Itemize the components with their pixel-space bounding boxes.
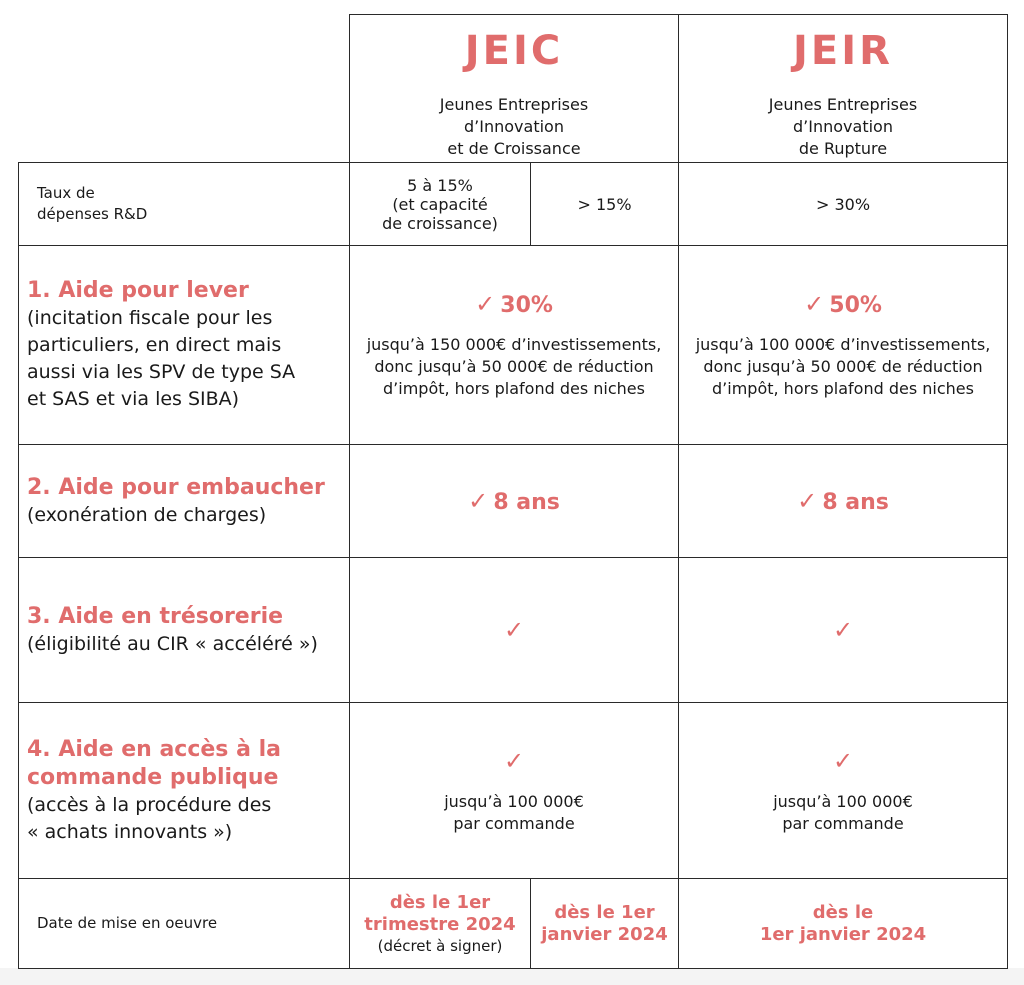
aid1-title: 1. Aide pour lever [27, 278, 249, 303]
rd-rate-jeir-cell [678, 162, 1008, 246]
aid1-label-cell [18, 245, 350, 445]
aid1-jeic-value: 30% [500, 293, 553, 318]
aid4-desc: (accès à la procédure des « achats innovants ») [27, 793, 272, 843]
check-icon: ✓ [503, 746, 525, 775]
aid4-title: 4. Aide en accès à la commande publique [27, 736, 281, 790]
check-icon: ✓ [797, 487, 818, 515]
date-jeic-b: dès le 1er janvier 2024 [541, 901, 668, 945]
aid3-jeir-cell [678, 557, 1008, 703]
aid1-jeir-value: 50% [829, 293, 882, 318]
aid4-jeic-cell [349, 702, 679, 879]
rd-rate-jeic-low: 5 à 15% (et capacité de croissance) [382, 175, 498, 233]
aid1-desc: (incitation fiscale pour les particuliers, en direct mais aussi via les SPV de type SA et SAS et via les SIBA) [27, 307, 296, 410]
date-jeir-cell [678, 878, 1008, 969]
date-jeic-a-note: (décret à signer) [377, 936, 503, 955]
aid1-jeic-detail: jusqu’à 150 000€ d’investissements, donc jusqu’à 50 000€ de réduction d’impôt, hors plafond des niches [366, 335, 662, 398]
check-icon: ✓ [832, 746, 854, 775]
date-jeic-b-cell [530, 878, 679, 969]
jeir-subtitle: Jeunes Entreprises d’Innovation de Rupture [768, 94, 918, 158]
aid2-title: 2. Aide pour embaucher [27, 474, 325, 500]
aid2-jeir-cell [678, 444, 1008, 558]
aid4-jeic-detail: jusqu’à 100 000€ par commande [444, 791, 584, 833]
check-icon: ✓ [475, 290, 496, 318]
rd-rate-jeic-high-cell [530, 162, 679, 246]
jeic-title: JEIC [464, 27, 564, 74]
rd-rate-label-cell [18, 162, 350, 246]
rd-rate-jeic-low-cell [349, 162, 531, 246]
check-icon: ✓ [468, 487, 489, 515]
check-icon: ✓ [804, 290, 825, 318]
aid1-jeir-cell [678, 245, 1008, 445]
jeic-subtitle: Jeunes Entreprises d’Innovation et de Croissance [439, 94, 589, 158]
aid3-title: 3. Aide en trésorerie [27, 603, 284, 629]
date-jeic-a: dès le 1er trimestre 2024 [364, 891, 516, 935]
check-icon: ✓ [832, 616, 854, 644]
rd-rate-jeic-high: > 15% [577, 194, 632, 214]
aid4-jeir-cell [678, 702, 1008, 879]
header-jeic [349, 14, 679, 163]
header-jeir [678, 14, 1008, 163]
bottom-strip [0, 968, 1024, 985]
aid3-label-cell [18, 557, 350, 703]
date-jeir: dès le 1er janvier 2024 [759, 901, 927, 945]
aid1-jeir-detail: jusqu’à 100 000€ d’investissements, donc jusqu’à 50 000€ de réduction d’impôt, hors plafond des niches [695, 335, 991, 398]
check-icon: ✓ [503, 616, 525, 644]
aid4-jeir-detail: jusqu’à 100 000€ par commande [773, 791, 913, 833]
aid3-jeic-cell [349, 557, 679, 703]
aid2-desc: (exonération de charges) [27, 503, 267, 526]
aid2-jeic-value: 8 ans [493, 490, 560, 515]
aid2-jeir-value: 8 ans [822, 490, 889, 515]
rd-rate-label: Taux de dépenses R&D [37, 184, 148, 223]
date-jeic-a-cell [349, 878, 531, 969]
aid4-label-cell [18, 702, 350, 879]
aid1-jeic-cell [349, 245, 679, 445]
aid2-label-cell [18, 444, 350, 558]
rd-rate-jeir: > 30% [815, 194, 871, 214]
aid2-jeic-cell [349, 444, 679, 558]
date-label: Date de mise en oeuvre [37, 914, 218, 932]
aid3-desc: (éligibilité au CIR « accéléré ») [27, 632, 318, 655]
date-label-cell [18, 878, 350, 969]
jeir-title: JEIR [793, 27, 893, 74]
